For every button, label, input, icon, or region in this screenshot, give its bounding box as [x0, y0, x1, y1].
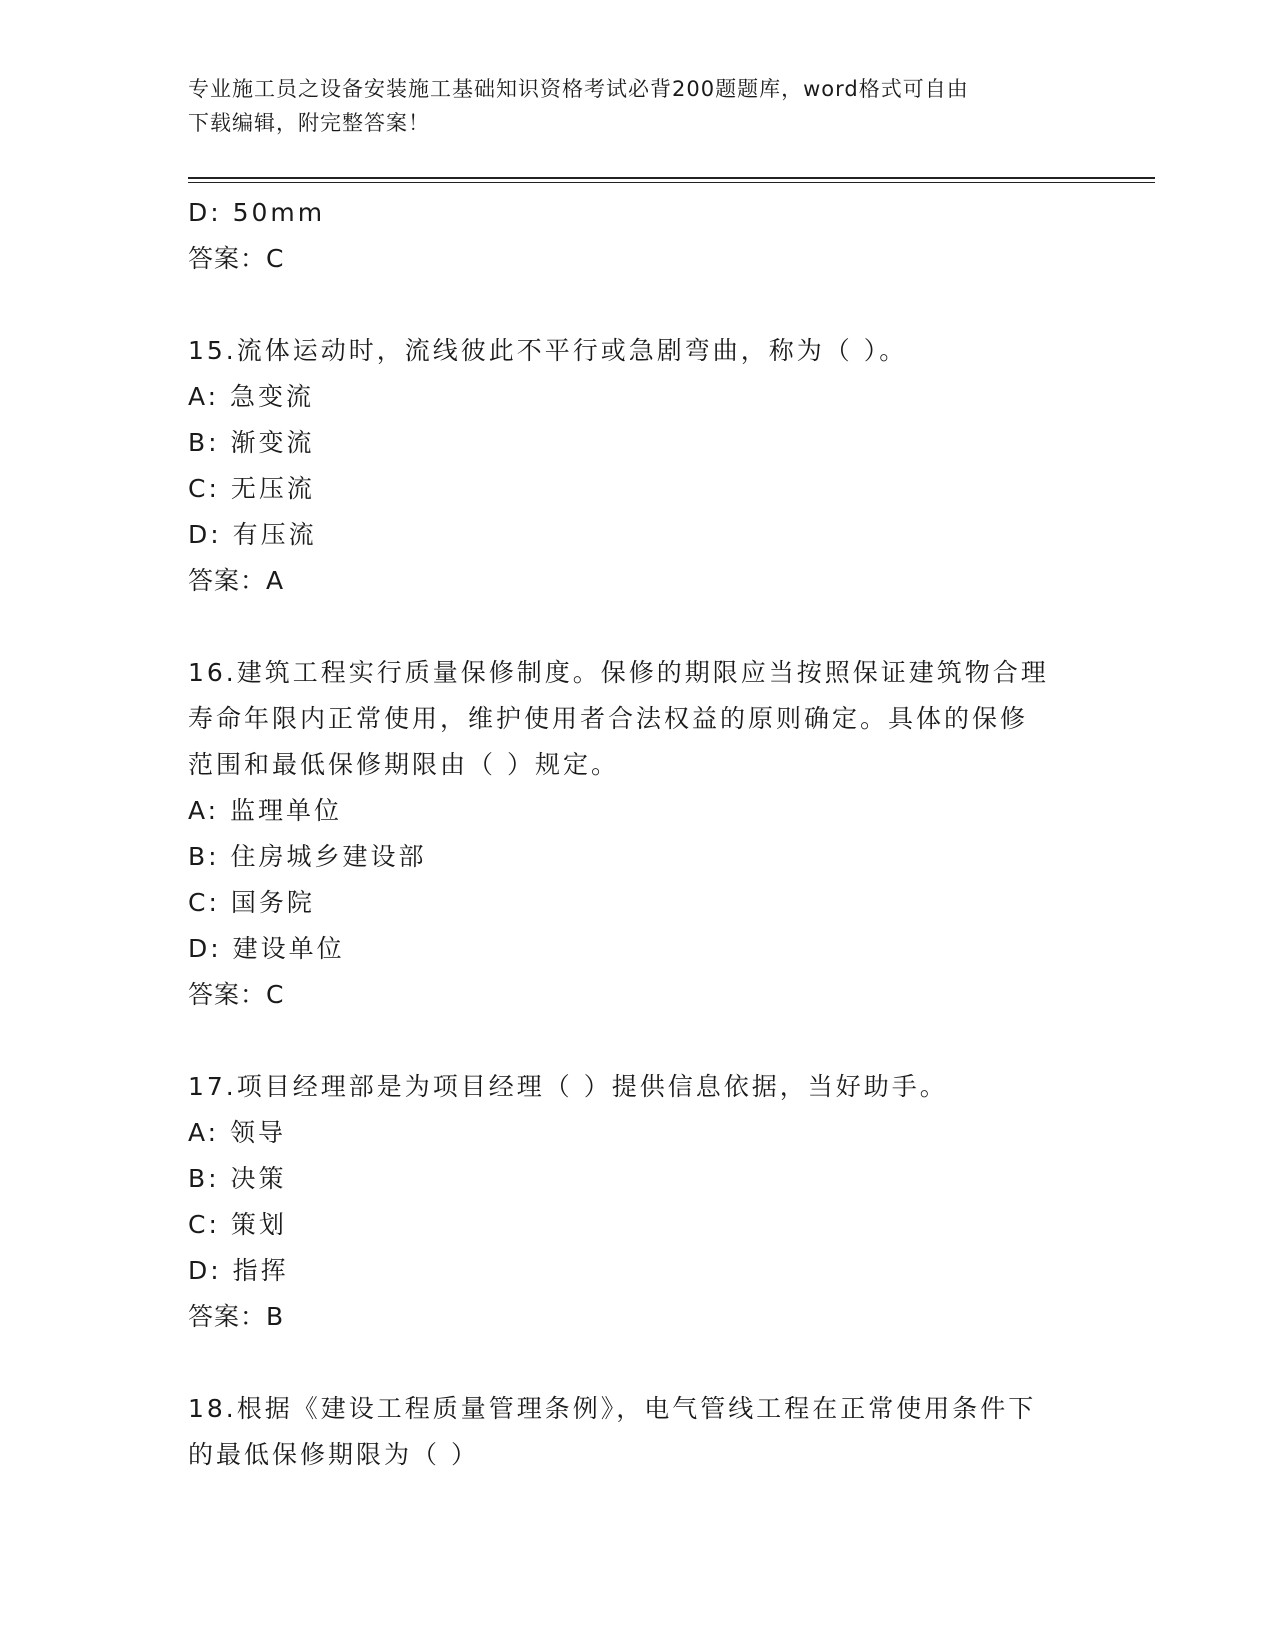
answer: 答案：A: [188, 566, 285, 595]
option-d: D: 指挥: [188, 1256, 289, 1285]
option-b: B: 决策: [188, 1164, 287, 1193]
header-line: 专业施工员之设备安装施工基础知识资格考试必背200题题库，word格式可自由: [188, 77, 969, 101]
option-d: D: 建设单位: [188, 934, 345, 963]
question-text: 的最低保修期限为（ ）: [188, 1440, 479, 1469]
option-a: A: 急变流: [188, 382, 315, 411]
header-divider: [188, 177, 1155, 179]
answer: 答案：C: [188, 244, 285, 273]
spacer: [188, 604, 1088, 650]
page-header: [188, 72, 1068, 140]
header-divider-thin: [188, 182, 1155, 183]
question-text: 寿命年限内正常使用，维护使用者合法权益的原则确定。具体的保修: [188, 704, 1029, 733]
option-d: D: 有压流: [188, 520, 317, 549]
answer: 答案：C: [188, 980, 285, 1009]
question-text: 范围和最低保修期限由（ ）规定。: [188, 750, 619, 779]
option-b: B: 渐变流: [188, 428, 315, 457]
answer: 答案：B: [188, 1302, 285, 1331]
question-text: 15.流体运动时，流线彼此不平行或急剧弯曲，称为（ ）。: [188, 336, 908, 365]
option-c: C: 策划: [188, 1210, 287, 1239]
option-a: A: 领导: [188, 1118, 287, 1147]
question-18: [188, 1386, 1088, 1478]
option-b: B: 住房城乡建设部: [188, 842, 427, 871]
question-list: [188, 190, 1088, 1478]
spacer: [188, 282, 1088, 328]
spacer: [188, 1340, 1088, 1386]
question-16: [188, 650, 1088, 1018]
option-d: D: 50mm: [188, 198, 326, 227]
question-15: [188, 328, 1088, 604]
header-line: 下载编辑，附完整答案！: [188, 111, 430, 135]
option-c: C: 国务院: [188, 888, 315, 917]
question-17: [188, 1064, 1088, 1340]
question-text: 16.建筑工程实行质量保修制度。保修的期限应当按照保证建筑物合理: [188, 658, 1049, 687]
option-c: C: 无压流: [188, 474, 315, 503]
spacer: [188, 1018, 1088, 1064]
question-text: 18.根据《建设工程质量管理条例》，电气管线工程在正常使用条件下: [188, 1394, 1037, 1423]
option-a: A: 监理单位: [188, 796, 343, 825]
question-text: 17.项目经理部是为项目经理（ ）提供信息依据，当好助手。: [188, 1072, 948, 1101]
